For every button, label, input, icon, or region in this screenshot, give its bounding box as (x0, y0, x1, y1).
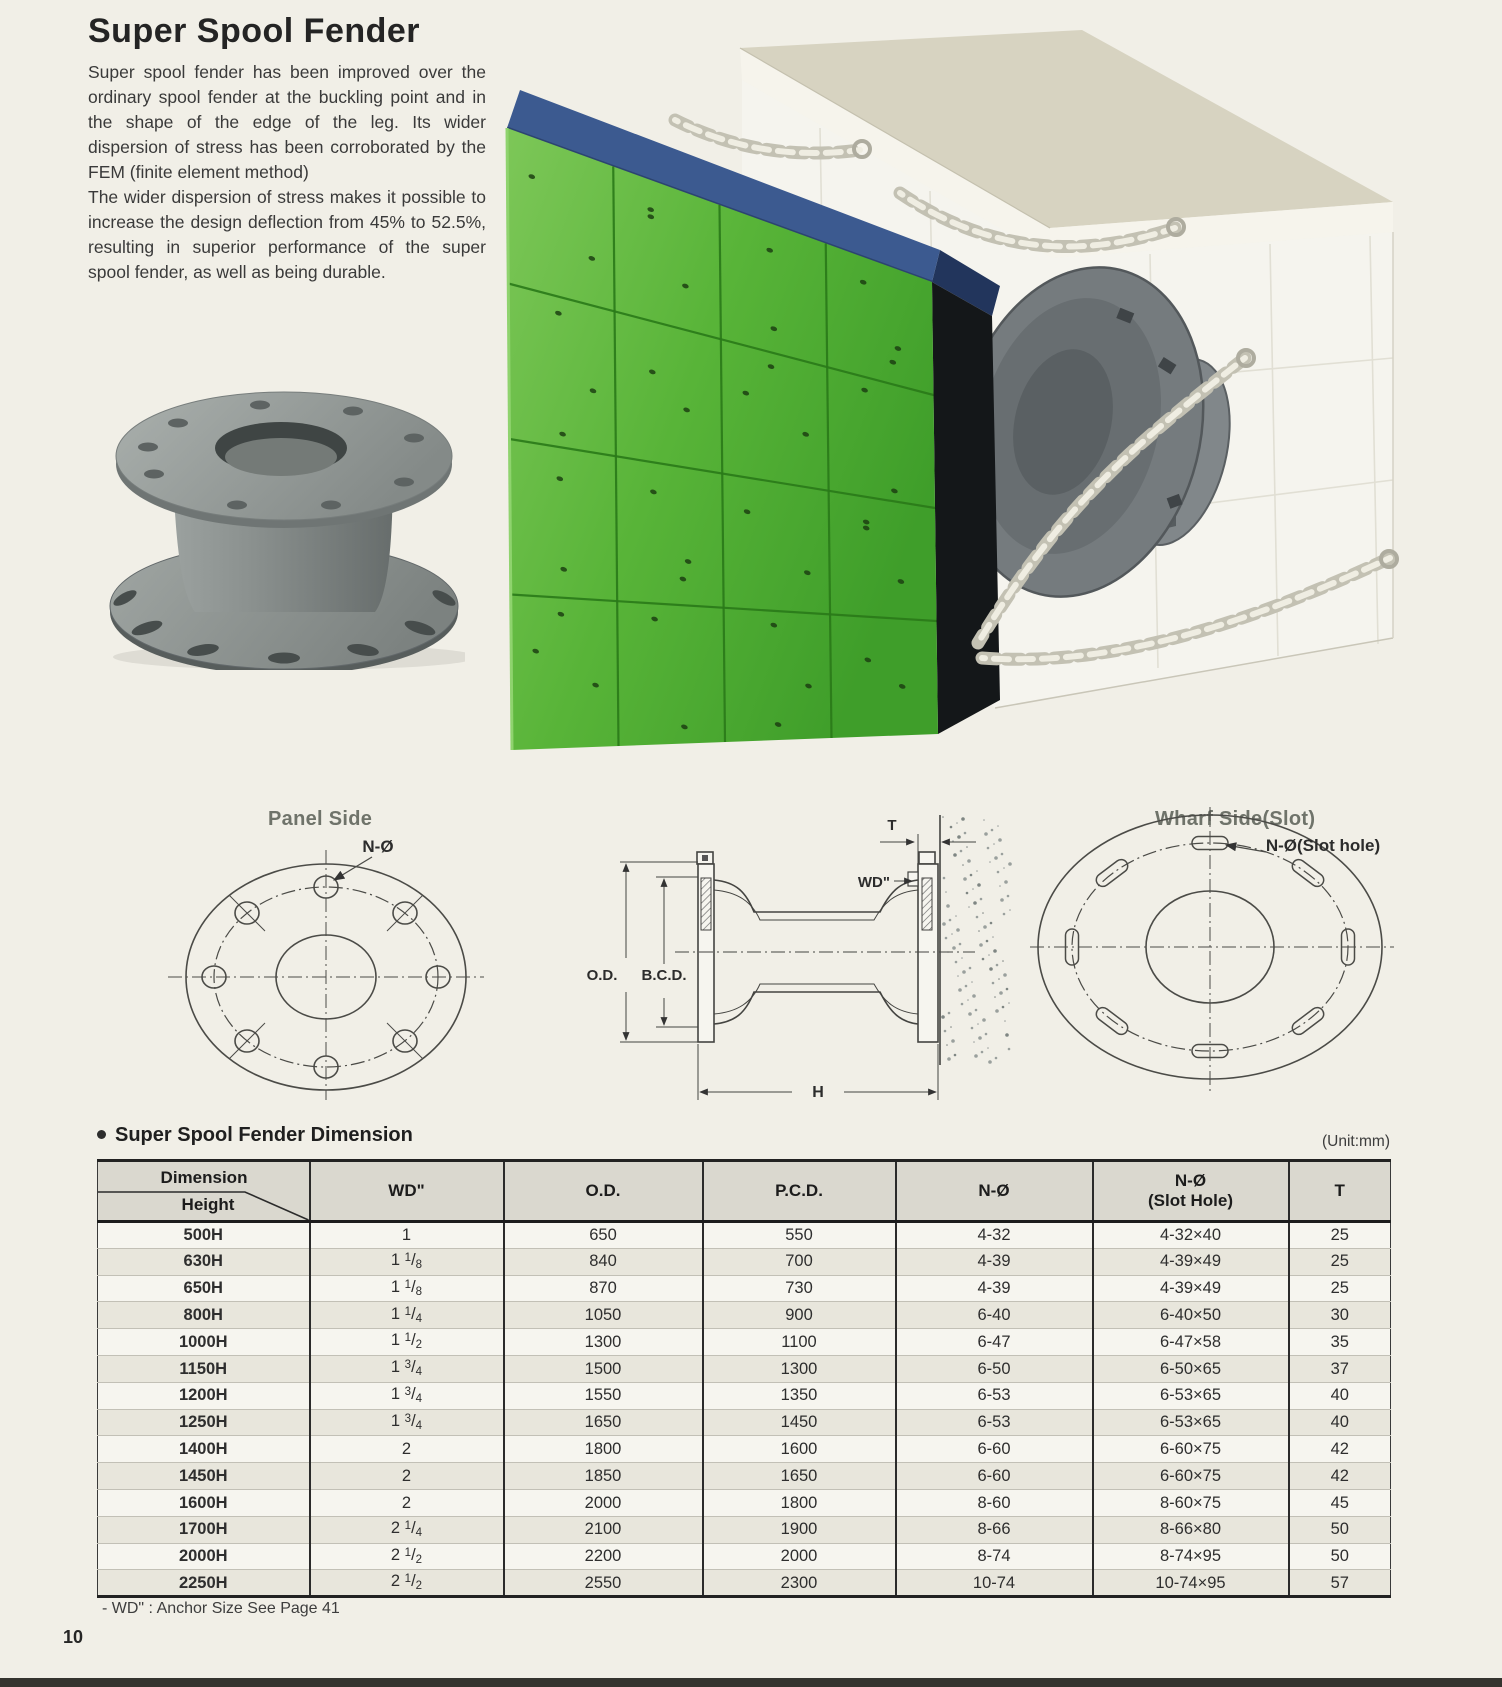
page-number: 10 (63, 1627, 84, 1647)
slot-hole-cell: 10-74×95 (1093, 1570, 1289, 1597)
t-cell: 42 (1289, 1436, 1391, 1463)
header-dimension-height (98, 1161, 310, 1222)
pcd-cell: 900 (703, 1302, 896, 1329)
t-cell: 50 (1289, 1543, 1391, 1570)
t-cell: 57 (1289, 1570, 1391, 1597)
table-row (98, 1329, 1391, 1356)
height-cell: 1200H (98, 1382, 310, 1409)
wd-cell: 1 $^1/_2$ (310, 1329, 504, 1356)
pcd-cell: 2300 (703, 1570, 896, 1597)
wd-cell: 2 (310, 1463, 504, 1490)
height-cell: 1250H (98, 1409, 310, 1436)
header-t: T (1289, 1161, 1391, 1222)
od-cell: 2100 (504, 1516, 703, 1543)
wd-cell: 2 (310, 1489, 504, 1516)
height-cell: 1150H (98, 1355, 310, 1382)
bottom-edge (0, 1678, 1502, 1687)
wd-cell: 1 $^1/_4$ (310, 1302, 504, 1329)
header-n-dia: N-Ø (896, 1161, 1093, 1222)
pcd-cell: 700 (703, 1248, 896, 1275)
header-n-dia-slot-line1: N-Ø (1174, 1171, 1207, 1191)
t-cell: 25 (1289, 1248, 1391, 1275)
n-dia-cell: 6-60 (896, 1436, 1093, 1463)
wd-cell: 2 (310, 1436, 504, 1463)
table-row (98, 1248, 1391, 1275)
intro-paragraph-2: The wider dispersion of stress makes it possible to increase the design deflection from 45% to 52.5%, resulting in superior performance of the super spool fender, as well as being durable. (88, 187, 486, 283)
n-dia-cell: 4-39 (896, 1275, 1093, 1302)
unit-note: (Unit:mm) (1321, 1133, 1390, 1150)
n-dia-cell: 10-74 (896, 1570, 1093, 1597)
od-cell: 1800 (504, 1436, 703, 1463)
wharf-side-drawing (1020, 755, 1410, 1095)
table-footnote: - WD" : Anchor Size See Page 41 (102, 1600, 340, 1617)
t-cell: 25 (1289, 1275, 1391, 1302)
height-cell: 2250H (98, 1570, 310, 1597)
od-cell: 2200 (504, 1543, 703, 1570)
t-cell: 45 (1289, 1489, 1391, 1516)
pcd-cell: 1450 (703, 1409, 896, 1436)
bullet-icon (97, 1130, 106, 1139)
od-cell: 1650 (504, 1409, 703, 1436)
height-cell: 650H (98, 1275, 310, 1302)
table-row (98, 1382, 1391, 1409)
wharf-side-title: Wharf Side(Slot) (1155, 808, 1316, 830)
panel-hole-label: N-Ø (362, 837, 394, 856)
pcd-cell: 1600 (703, 1436, 896, 1463)
intro-paragraph-1: Super spool fender has been improved over the ordinary spool fender at the buckling point and in the shape of the edge of the leg. Its wider dispersion of stress has been corroborated by the FEM (finite element method) (88, 62, 486, 183)
t-cell: 42 (1289, 1463, 1391, 1490)
od-cell: 1500 (504, 1355, 703, 1382)
wd-cell: 1 $^3/_4$ (310, 1409, 504, 1436)
slot-hole-cell: 6-53×65 (1093, 1409, 1289, 1436)
header-height: Height (181, 1195, 235, 1214)
spool-fender-photo (95, 360, 465, 670)
t-cell: 30 (1289, 1302, 1391, 1329)
bcd-label: B.C.D. (641, 967, 687, 984)
dimension-table (97, 1159, 1391, 1598)
wd-cell: 2 $^1/_4$ (310, 1516, 504, 1543)
slot-hole-cell: 8-66×80 (1093, 1516, 1289, 1543)
cross-section-drawing (540, 760, 1040, 1105)
t-cell: 40 (1289, 1382, 1391, 1409)
table-row (98, 1409, 1391, 1436)
pcd-cell: 2000 (703, 1543, 896, 1570)
height-cell: 1000H (98, 1329, 310, 1356)
height-cell: 1450H (98, 1463, 310, 1490)
od-cell: 870 (504, 1275, 703, 1302)
table-heading (97, 1124, 413, 1147)
n-dia-cell: 6-53 (896, 1409, 1093, 1436)
pcd-cell: 1350 (703, 1382, 896, 1409)
installation-illustration (470, 28, 1400, 758)
wd-cell: 1 $^1/_8$ (310, 1248, 504, 1275)
height-cell: 800H (98, 1302, 310, 1329)
t-cell: 50 (1289, 1516, 1391, 1543)
slot-hole-cell: 4-39×49 (1093, 1275, 1289, 1302)
table-row (98, 1436, 1391, 1463)
od-cell: 650 (504, 1222, 703, 1249)
table-row (98, 1516, 1391, 1543)
table-row (98, 1275, 1391, 1302)
page-title: Super Spool Fender (88, 12, 421, 50)
slot-hole-cell: 6-50×65 (1093, 1355, 1289, 1382)
slot-hole-cell: 6-47×58 (1093, 1329, 1289, 1356)
n-dia-cell: 8-60 (896, 1489, 1093, 1516)
header-wd: WD" (310, 1161, 504, 1222)
wharf-hole-label: N-Ø(Slot hole) (1265, 836, 1381, 855)
od-cell: 1050 (504, 1302, 703, 1329)
n-dia-cell: 8-66 (896, 1516, 1093, 1543)
wd-cell: 1 $^3/_4$ (310, 1382, 504, 1409)
intro-text (88, 60, 486, 285)
table-heading-text: Super Spool Fender Dimension (115, 1124, 413, 1146)
t-label: T (887, 817, 897, 834)
top-flange (116, 392, 452, 528)
height-cell: 500H (183, 1226, 223, 1245)
n-dia-cell: 6-47 (896, 1329, 1093, 1356)
table-row (98, 1489, 1391, 1516)
t-cell: 25 (1289, 1222, 1391, 1249)
table-row (98, 1463, 1391, 1490)
table-header-row (98, 1161, 1391, 1222)
slot-hole-cell: 8-74×95 (1093, 1543, 1289, 1570)
slot-hole-cell: 6-60×75 (1093, 1436, 1289, 1463)
od-cell: 2000 (504, 1489, 703, 1516)
pcd-cell: 1800 (703, 1489, 896, 1516)
wd-cell: 1 (310, 1222, 504, 1249)
slot-hole-cell: 6-40×50 (1093, 1302, 1289, 1329)
height-cell: 2000H (98, 1543, 310, 1570)
t-cell: 35 (1289, 1329, 1391, 1356)
pcd-cell: 550 (703, 1222, 896, 1249)
wd-cell: 1 $^3/_4$ (310, 1355, 504, 1382)
slot-hole-cell: 4-39×49 (1093, 1248, 1289, 1275)
wd-cell: 1 $^1/_8$ (310, 1275, 504, 1302)
panel-side-title: Panel Side (268, 808, 373, 830)
t-cell: 37 (1289, 1355, 1391, 1382)
height-cell: 1600H (98, 1489, 310, 1516)
table-row (98, 1543, 1391, 1570)
pcd-cell: 730 (703, 1275, 896, 1302)
n-dia-cell: 8-74 (896, 1543, 1093, 1570)
height-cell: 1700H (98, 1516, 310, 1543)
n-dia-cell: 6-53 (896, 1382, 1093, 1409)
pcd-cell: 1900 (703, 1516, 896, 1543)
n-dia-cell: 4-32 (896, 1222, 1093, 1249)
h-label: H (812, 1084, 824, 1101)
table-row (98, 1355, 1391, 1382)
od-label: O.D. (586, 967, 618, 984)
od-cell: 1850 (504, 1463, 703, 1490)
concrete-texture (941, 816, 1012, 1064)
od-cell: 2550 (504, 1570, 703, 1597)
header-n-dia-slot-line2: (Slot Hole) (1148, 1191, 1233, 1210)
slot-hole-cell: 8-60×75 (1093, 1489, 1289, 1516)
od-cell: 1300 (504, 1329, 703, 1356)
header-pcd: P.C.D. (703, 1161, 896, 1222)
n-dia-cell: 6-60 (896, 1463, 1093, 1490)
dimension-table-body (98, 1222, 1391, 1597)
table-row (98, 1570, 1391, 1597)
panel-side-drawing (150, 755, 490, 1100)
pcd-cell: 1650 (703, 1463, 896, 1490)
n-dia-cell: 6-50 (896, 1355, 1093, 1382)
slot-hole-cell: 4-32×40 (1093, 1222, 1289, 1249)
od-cell: 840 (504, 1248, 703, 1275)
wd-cell: 2 $^1/_2$ (310, 1543, 504, 1570)
slot-hole-cell: 6-60×75 (1093, 1463, 1289, 1490)
n-dia-cell: 4-39 (896, 1248, 1093, 1275)
wd-cell: 2 $^1/_2$ (310, 1570, 504, 1597)
height-cell: 630H (98, 1248, 310, 1275)
table-row (98, 1302, 1391, 1329)
header-od: O.D. (504, 1161, 703, 1222)
wd-label: WD" (857, 874, 890, 891)
header-dimension: Dimension (160, 1168, 248, 1187)
table-row (98, 1222, 1391, 1249)
t-cell: 40 (1289, 1409, 1391, 1436)
n-dia-cell: 6-40 (896, 1302, 1093, 1329)
od-cell: 1550 (504, 1382, 703, 1409)
slot-hole-cell: 6-53×65 (1093, 1382, 1289, 1409)
header-n-dia-slot (1093, 1161, 1289, 1222)
pcd-cell: 1300 (703, 1355, 896, 1382)
height-cell: 1400H (98, 1436, 310, 1463)
pcd-cell: 1100 (703, 1329, 896, 1356)
